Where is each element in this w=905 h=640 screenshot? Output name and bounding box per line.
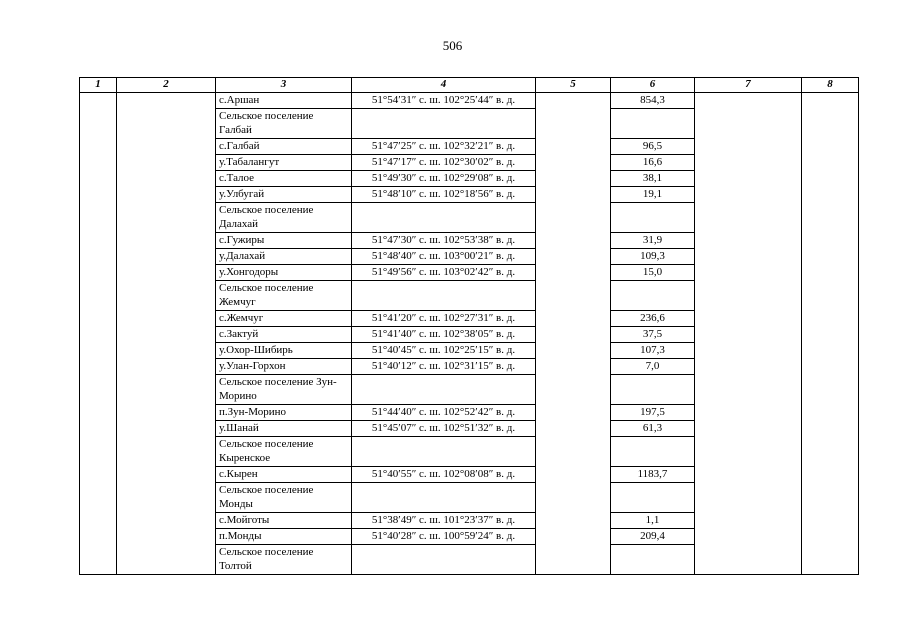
settlement-name-cell: с.Мойготы: [216, 513, 352, 529]
cell-col-2: [117, 359, 216, 375]
cell-col-8: [802, 139, 859, 155]
table-row: [80, 327, 859, 343]
cell-col-2: [117, 437, 216, 467]
cell-col-8: [802, 405, 859, 421]
settlement-name-cell: Сельское поселение Кыренское: [216, 437, 352, 467]
cell-col-8: [802, 187, 859, 203]
coordinates-cell: 51°47′30″ с. ш. 102°53′38″ в. д.: [352, 233, 536, 249]
cell-col-1: [80, 281, 117, 311]
cell-col-2: [117, 155, 216, 171]
settlement-name-cell: у.Охор-Шибирь: [216, 343, 352, 359]
settlement-name-cell: с.Гужиры: [216, 233, 352, 249]
cell-col-8: [802, 343, 859, 359]
table-row: [80, 513, 859, 529]
cell-col-5: [536, 155, 611, 171]
cell-col-1: [80, 249, 117, 265]
settlement-name-cell: у.Улан-Горхон: [216, 359, 352, 375]
table-row: [80, 281, 859, 311]
coordinates-cell: 51°44′40″ с. ш. 102°52′42″ в. д.: [352, 405, 536, 421]
column-header-7: 7: [695, 78, 802, 93]
settlement-name-cell: с.Галбай: [216, 139, 352, 155]
cell-col-5: [536, 281, 611, 311]
cell-col-7: [695, 437, 802, 467]
cell-col-1: [80, 93, 117, 109]
table-row: [80, 249, 859, 265]
cell-col-5: [536, 109, 611, 139]
value-cell: 37,5: [611, 327, 695, 343]
cell-col-1: [80, 139, 117, 155]
column-header-4: 4: [352, 78, 536, 93]
settlement-name-cell: у.Далахай: [216, 249, 352, 265]
table-row: [80, 421, 859, 437]
coordinates-cell: 51°49′30″ с. ш. 102°29′08″ в. д.: [352, 171, 536, 187]
settlement-name-cell: Сельское поселение Монды: [216, 483, 352, 513]
cell-col-7: [695, 359, 802, 375]
value-cell: 854,3: [611, 93, 695, 109]
cell-col-7: [695, 327, 802, 343]
cell-col-2: [117, 405, 216, 421]
cell-col-7: [695, 467, 802, 483]
cell-col-7: [695, 265, 802, 281]
cell-col-5: [536, 513, 611, 529]
cell-col-2: [117, 529, 216, 545]
coordinates-cell: 51°48′10″ с. ш. 102°18′56″ в. д.: [352, 187, 536, 203]
cell-col-8: [802, 233, 859, 249]
value-cell: 61,3: [611, 421, 695, 437]
cell-col-1: [80, 171, 117, 187]
cell-col-2: [117, 109, 216, 139]
coordinates-cell: 51°41′20″ с. ш. 102°27′31″ в. д.: [352, 311, 536, 327]
cell-col-1: [80, 529, 117, 545]
table-row: [80, 405, 859, 421]
value-cell: 7,0: [611, 359, 695, 375]
cell-col-2: [117, 249, 216, 265]
cell-col-5: [536, 529, 611, 545]
table-row: [80, 139, 859, 155]
value-cell: 31,9: [611, 233, 695, 249]
cell-col-1: [80, 421, 117, 437]
cell-col-1: [80, 437, 117, 467]
table-row: [80, 187, 859, 203]
table-row: [80, 171, 859, 187]
page-number: 506: [442, 38, 463, 53]
coordinates-cell: 51°49′56″ с. ш. 103°02′42″ в. д.: [352, 265, 536, 281]
cell-col-7: [695, 281, 802, 311]
column-header-1: 1: [80, 78, 117, 93]
cell-col-8: [802, 171, 859, 187]
coordinates-cell: [352, 375, 536, 405]
value-cell: [611, 545, 695, 575]
settlement-name-cell: Сельское поселение Зун-Морино: [216, 375, 352, 405]
cell-col-2: [117, 375, 216, 405]
settlement-name-cell: с.Зактуй: [216, 327, 352, 343]
cell-col-5: [536, 311, 611, 327]
cell-col-5: [536, 375, 611, 405]
cell-col-7: [695, 311, 802, 327]
settlements-table: [79, 77, 859, 575]
cell-col-1: [80, 187, 117, 203]
value-cell: 38,1: [611, 171, 695, 187]
settlement-name-cell: Сельское поселение Жемчуг: [216, 281, 352, 311]
coordinates-cell: [352, 437, 536, 467]
cell-col-8: [802, 109, 859, 139]
cell-col-7: [695, 375, 802, 405]
cell-col-8: [802, 437, 859, 467]
cell-col-5: [536, 233, 611, 249]
cell-col-1: [80, 155, 117, 171]
cell-col-5: [536, 265, 611, 281]
table-row: [80, 375, 859, 405]
cell-col-1: [80, 359, 117, 375]
cell-col-5: [536, 203, 611, 233]
table-header-row: [80, 78, 859, 93]
cell-col-8: [802, 467, 859, 483]
cell-col-2: [117, 311, 216, 327]
cell-col-1: [80, 327, 117, 343]
settlement-name-cell: с.Жемчуг: [216, 311, 352, 327]
cell-col-2: [117, 139, 216, 155]
column-header-5: 5: [536, 78, 611, 93]
cell-col-7: [695, 483, 802, 513]
cell-col-5: [536, 249, 611, 265]
cell-col-7: [695, 529, 802, 545]
cell-col-7: [695, 139, 802, 155]
value-cell: 96,5: [611, 139, 695, 155]
cell-col-1: [80, 467, 117, 483]
coordinates-cell: 51°54′31″ с. ш. 102°25′44″ в. д.: [352, 93, 536, 109]
cell-col-2: [117, 421, 216, 437]
coordinates-cell: 51°40′55″ с. ш. 102°08′08″ в. д.: [352, 467, 536, 483]
cell-col-8: [802, 93, 859, 109]
cell-col-2: [117, 203, 216, 233]
settlement-name-cell: с.Аршан: [216, 93, 352, 109]
cell-col-8: [802, 359, 859, 375]
coordinates-cell: 51°47′17″ с. ш. 102°30′02″ в. д.: [352, 155, 536, 171]
cell-col-2: [117, 483, 216, 513]
cell-col-2: [117, 327, 216, 343]
cell-col-5: [536, 545, 611, 575]
cell-col-7: [695, 233, 802, 249]
cell-col-1: [80, 203, 117, 233]
cell-col-1: [80, 265, 117, 281]
cell-col-2: [117, 545, 216, 575]
cell-col-5: [536, 139, 611, 155]
table-row: [80, 155, 859, 171]
cell-col-8: [802, 513, 859, 529]
cell-col-1: [80, 311, 117, 327]
cell-col-8: [802, 155, 859, 171]
cell-col-8: [802, 483, 859, 513]
value-cell: 1183,7: [611, 467, 695, 483]
cell-col-2: [117, 281, 216, 311]
cell-col-1: [80, 545, 117, 575]
table-row: [80, 359, 859, 375]
table-row: [80, 265, 859, 281]
table-row: [80, 311, 859, 327]
cell-col-1: [80, 109, 117, 139]
cell-col-8: [802, 327, 859, 343]
cell-col-1: [80, 375, 117, 405]
cell-col-8: [802, 311, 859, 327]
cell-col-1: [80, 483, 117, 513]
column-header-6: 6: [611, 78, 695, 93]
value-cell: [611, 437, 695, 467]
coordinates-cell: [352, 109, 536, 139]
value-cell: 15,0: [611, 265, 695, 281]
value-cell: [611, 483, 695, 513]
table-row: [80, 109, 859, 139]
coordinates-cell: 51°40′12″ с. ш. 102°31′15″ в. д.: [352, 359, 536, 375]
cell-col-8: [802, 375, 859, 405]
value-cell: 19,1: [611, 187, 695, 203]
cell-col-7: [695, 405, 802, 421]
cell-col-2: [117, 171, 216, 187]
settlement-name-cell: с.Талое: [216, 171, 352, 187]
cell-col-5: [536, 437, 611, 467]
cell-col-7: [695, 513, 802, 529]
table-row: [80, 545, 859, 575]
settlement-name-cell: у.Улбугай: [216, 187, 352, 203]
cell-col-7: [695, 171, 802, 187]
coordinates-cell: [352, 545, 536, 575]
coordinates-cell: 51°41′40″ с. ш. 102°38′05″ в. д.: [352, 327, 536, 343]
cell-col-1: [80, 405, 117, 421]
cell-col-5: [536, 93, 611, 109]
value-cell: 1,1: [611, 513, 695, 529]
settlement-name-cell: у.Табалангут: [216, 155, 352, 171]
coordinates-cell: 51°48′40″ с. ш. 103°00′21″ в. д.: [352, 249, 536, 265]
cell-col-7: [695, 203, 802, 233]
cell-col-2: [117, 467, 216, 483]
table-row: [80, 343, 859, 359]
cell-col-5: [536, 405, 611, 421]
cell-col-5: [536, 187, 611, 203]
settlement-name-cell: Сельское поселение Толтой: [216, 545, 352, 575]
coordinates-cell: 51°40′28″ с. ш. 100°59′24″ в. д.: [352, 529, 536, 545]
value-cell: [611, 203, 695, 233]
cell-col-7: [695, 249, 802, 265]
cell-col-5: [536, 421, 611, 437]
cell-col-2: [117, 513, 216, 529]
value-cell: 209,4: [611, 529, 695, 545]
column-header-3: 3: [216, 78, 352, 93]
value-cell: 16,6: [611, 155, 695, 171]
cell-col-7: [695, 155, 802, 171]
value-cell: [611, 109, 695, 139]
cell-col-5: [536, 359, 611, 375]
value-cell: [611, 375, 695, 405]
cell-col-5: [536, 327, 611, 343]
table-row: [80, 437, 859, 467]
settlement-name-cell: у.Хонгодоры: [216, 265, 352, 281]
cell-col-8: [802, 421, 859, 437]
settlement-name-cell: Сельское поселение Далахай: [216, 203, 352, 233]
value-cell: [611, 281, 695, 311]
cell-col-7: [695, 421, 802, 437]
cell-col-8: [802, 265, 859, 281]
value-cell: 197,5: [611, 405, 695, 421]
cell-col-7: [695, 187, 802, 203]
cell-col-5: [536, 343, 611, 359]
cell-col-8: [802, 529, 859, 545]
coordinates-cell: 51°45′07″ с. ш. 102°51′32″ в. д.: [352, 421, 536, 437]
table-row: [80, 483, 859, 513]
cell-col-1: [80, 513, 117, 529]
coordinates-cell: [352, 281, 536, 311]
table-row: [80, 233, 859, 249]
coordinates-cell: 51°40′45″ с. ш. 102°25′15″ в. д.: [352, 343, 536, 359]
value-cell: 236,6: [611, 311, 695, 327]
table-row: [80, 203, 859, 233]
table-row: [80, 93, 859, 109]
table-body: [80, 93, 859, 575]
coordinates-cell: 51°38′49″ с. ш. 101°23′37″ в. д.: [352, 513, 536, 529]
coordinates-cell: 51°47′25″ с. ш. 102°32′21″ в. д.: [352, 139, 536, 155]
settlement-name-cell: у.Шанай: [216, 421, 352, 437]
cell-col-2: [117, 233, 216, 249]
cell-col-1: [80, 233, 117, 249]
cell-col-8: [802, 545, 859, 575]
cell-col-7: [695, 109, 802, 139]
value-cell: 109,3: [611, 249, 695, 265]
settlement-name-cell: п.Монды: [216, 529, 352, 545]
cell-col-7: [695, 343, 802, 359]
cell-col-2: [117, 187, 216, 203]
column-header-2: 2: [117, 78, 216, 93]
cell-col-2: [117, 343, 216, 359]
cell-col-8: [802, 249, 859, 265]
cell-col-8: [802, 281, 859, 311]
cell-col-2: [117, 265, 216, 281]
cell-col-5: [536, 171, 611, 187]
cell-col-7: [695, 93, 802, 109]
cell-col-8: [802, 203, 859, 233]
cell-col-5: [536, 483, 611, 513]
value-cell: 107,3: [611, 343, 695, 359]
coordinates-cell: [352, 483, 536, 513]
settlement-name-cell: Сельское поселение Галбай: [216, 109, 352, 139]
table-row: [80, 529, 859, 545]
settlement-name-cell: п.Зун-Морино: [216, 405, 352, 421]
table-row: [80, 467, 859, 483]
cell-col-5: [536, 467, 611, 483]
column-header-8: 8: [802, 78, 859, 93]
cell-col-1: [80, 343, 117, 359]
cell-col-2: [117, 93, 216, 109]
cell-col-7: [695, 545, 802, 575]
settlement-name-cell: с.Кырен: [216, 467, 352, 483]
coordinates-cell: [352, 203, 536, 233]
